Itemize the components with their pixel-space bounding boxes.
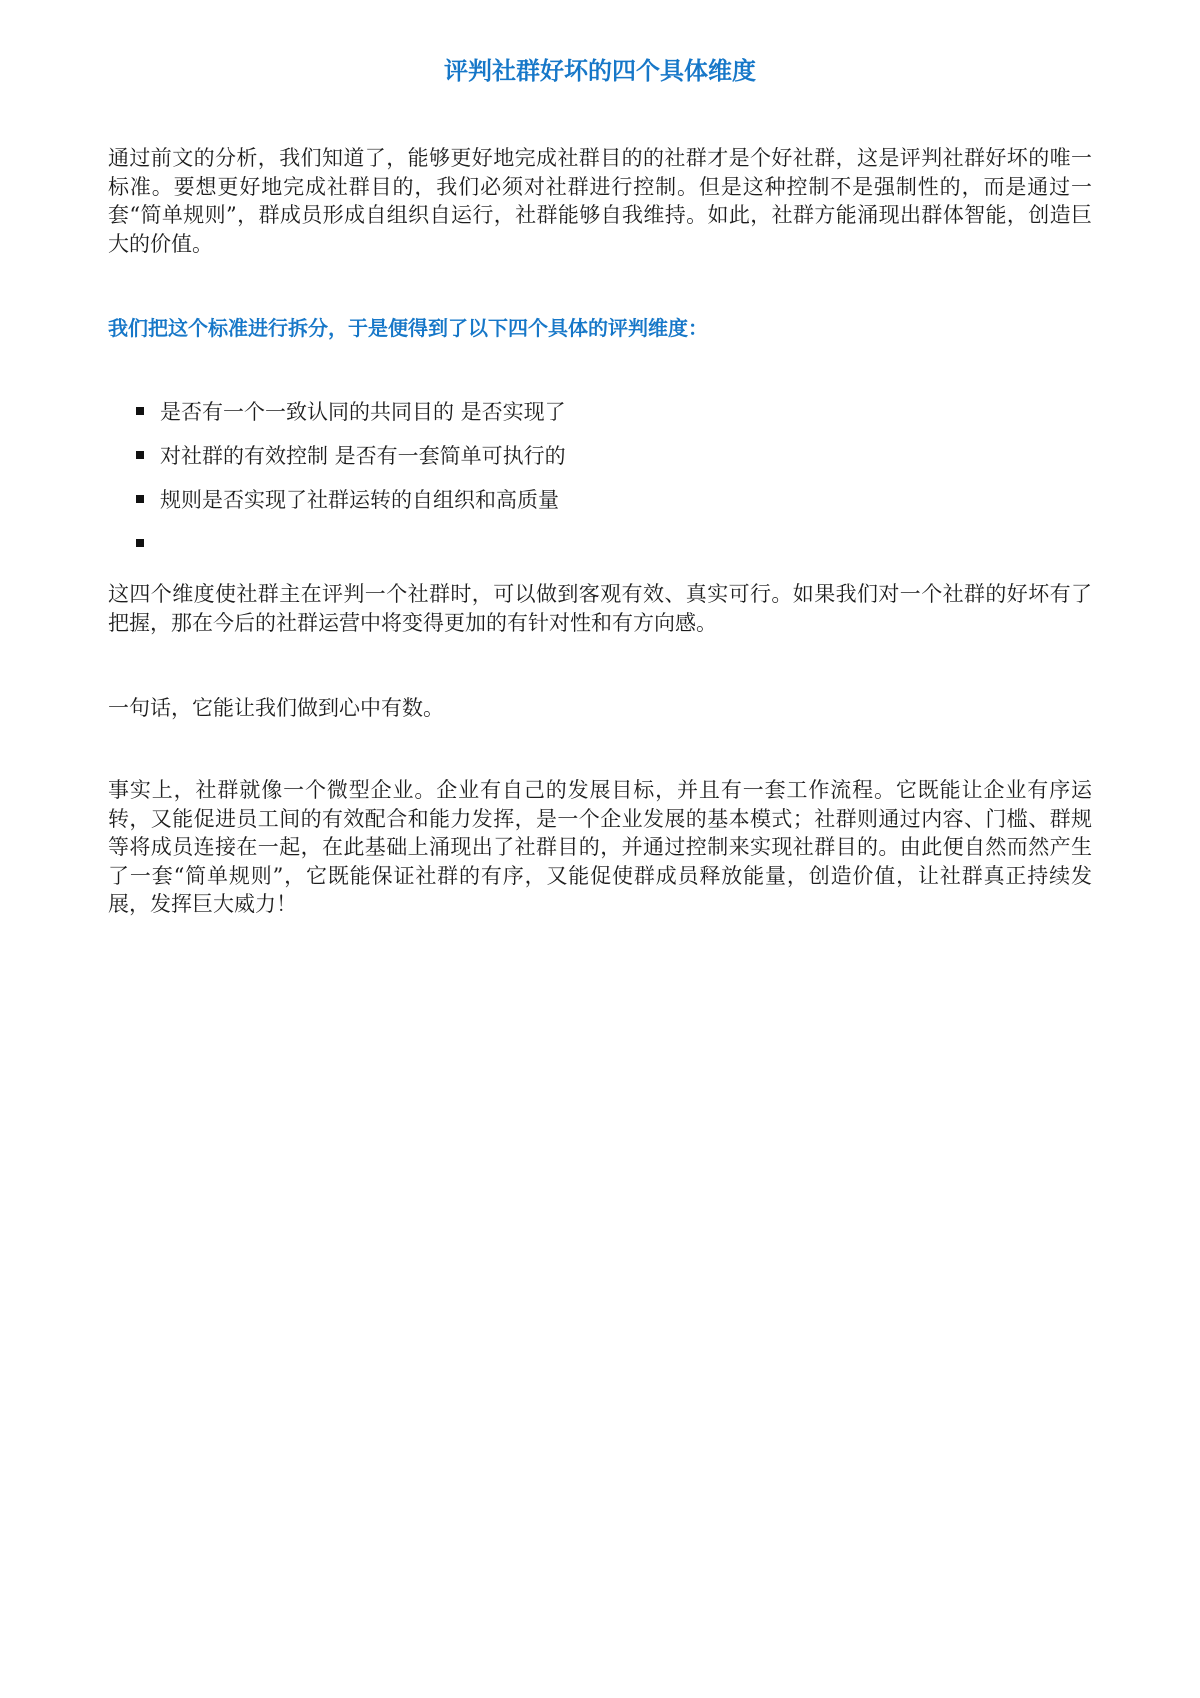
bullet-square-icon: [136, 451, 144, 459]
list-item: [132, 486, 1092, 530]
criteria-list: [132, 398, 1092, 560]
enterprise-analogy-paragraph: 事实上，社群就像一个微型企业。企业有自己的发展目标，并且有一套工作流程。它既能让企业有序运转，又能促进员工间的有效配合和能力发挥，是一个企业发展的基本模式；社群则通过内容、门槛、群规等将成员连接在一起，在此基础上涌现出了社群目的，并通过控制来实现社群目的。由此便自然而然产生了一套“简单规则”，它既能保证社群的有序，又能促使群成员释放能量，创造价值，让社群真正持续发展，发挥巨大威力！: [108, 778, 1092, 916]
list-item-text: 是否有一个一致认同的共同目的 是否实现了: [160, 400, 566, 424]
list-item: [132, 442, 1092, 486]
page-title: 评判社群好坏的四个具体维度: [444, 57, 756, 85]
summary-paragraph: 一句话，它能让我们做到心中有数。: [108, 696, 444, 720]
bullet-square-icon: [136, 495, 144, 503]
list-item: [132, 398, 1092, 442]
list-item: [132, 530, 1092, 560]
list-item-text: 对社群的有效控制 是否有一套简单可执行的: [160, 444, 566, 468]
dimensions-paragraph: 这四个维度使社群主在评判一个社群时，可以做到客观有效、真实可行。如果我们对一个社群的好坏有了把握，那在今后的社群运营中将变得更加的有针对性和有方向感。: [108, 582, 1092, 635]
bullet-square-icon: [136, 407, 144, 415]
bullet-square-icon: [136, 539, 144, 547]
list-item-text: 规则是否实现了社群运转的自组织和高质量: [160, 488, 559, 512]
section-subheading: 我们把这个标准进行拆分，于是便得到了以下四个具体的评判维度：: [108, 316, 708, 340]
intro-paragraph: 通过前文的分析，我们知道了，能够更好地完成社群目的的社群才是个好社群，这是评判社群好坏的唯一标准。要想更好地完成社群目的，我们必须对社群进行控制。但是这种控制不是强制性的，而是通过一套“简单规则”，群成员形成自组织自运行，社群能够自我维持。如此，社群方能涌现出群体智能，创造巨大的价值。: [108, 146, 1092, 256]
